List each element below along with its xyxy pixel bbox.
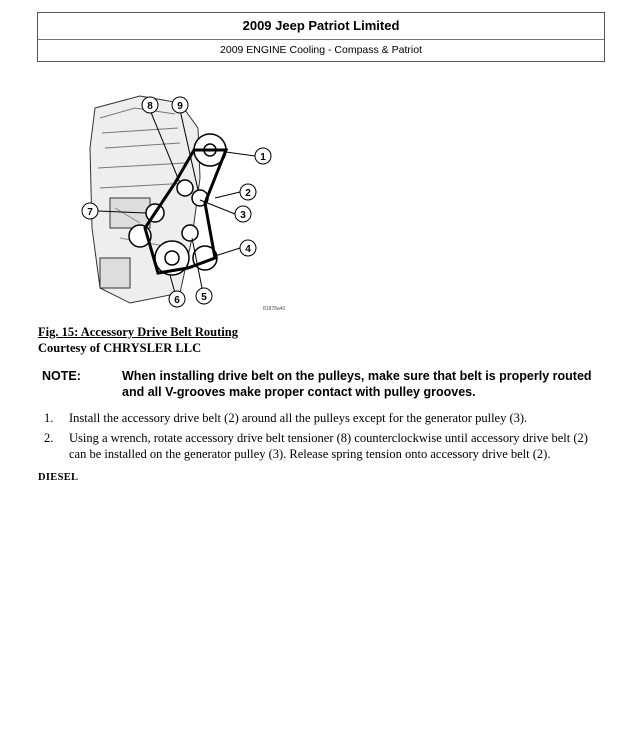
step-number: 2. — [44, 431, 54, 445]
belt-routing-figure — [80, 88, 305, 316]
figure-credit: Courtesy of CHRYSLER LLC — [38, 341, 202, 355]
step-item — [40, 430, 605, 462]
procedure-steps — [40, 410, 605, 466]
step-text: Using a wrench, rotate accessory drive belt tensioner (8) counterclockwise until accessory drive belt (2) can be installed on the generator pulley (3). Release spring tension onto accessory drive belt (2). — [69, 431, 588, 461]
step-text: Install the accessory drive belt (2) around all the pulleys except for the generator pulley (3). — [69, 411, 528, 425]
image-code: 81878a40 — [263, 306, 286, 312]
page-header — [37, 12, 605, 62]
document-subtitle: 2009 ENGINE Cooling - Compass & Patriot — [220, 44, 422, 56]
note-label: NOTE: — [42, 369, 81, 383]
step-number: 1. — [44, 411, 54, 425]
figure-caption — [38, 324, 238, 356]
callout-label-9: 9 — [177, 101, 183, 112]
callout-label-7: 7 — [87, 207, 93, 218]
callout-label-5: 5 — [201, 292, 207, 303]
note-text: When installing drive belt on the pulleys, make sure that belt is properly routed and all V-grooves make proper contact with pulley grooves. — [122, 369, 592, 399]
step-item — [40, 410, 605, 426]
callout-label-1: 1 — [260, 152, 266, 163]
figure-title: Fig. 15: Accessory Drive Belt Routing — [38, 325, 238, 339]
section-heading-diesel: DIESEL — [38, 472, 79, 483]
callout-label-8: 8 — [147, 101, 153, 112]
callout-label-2: 2 — [245, 188, 251, 199]
document-title: 2009 Jeep Patriot Limited — [38, 13, 604, 40]
engine-belt-diagram — [80, 88, 305, 316]
callout-label-3: 3 — [240, 210, 246, 221]
callout-label-4: 4 — [245, 244, 251, 255]
callout-label-6: 6 — [174, 295, 180, 306]
